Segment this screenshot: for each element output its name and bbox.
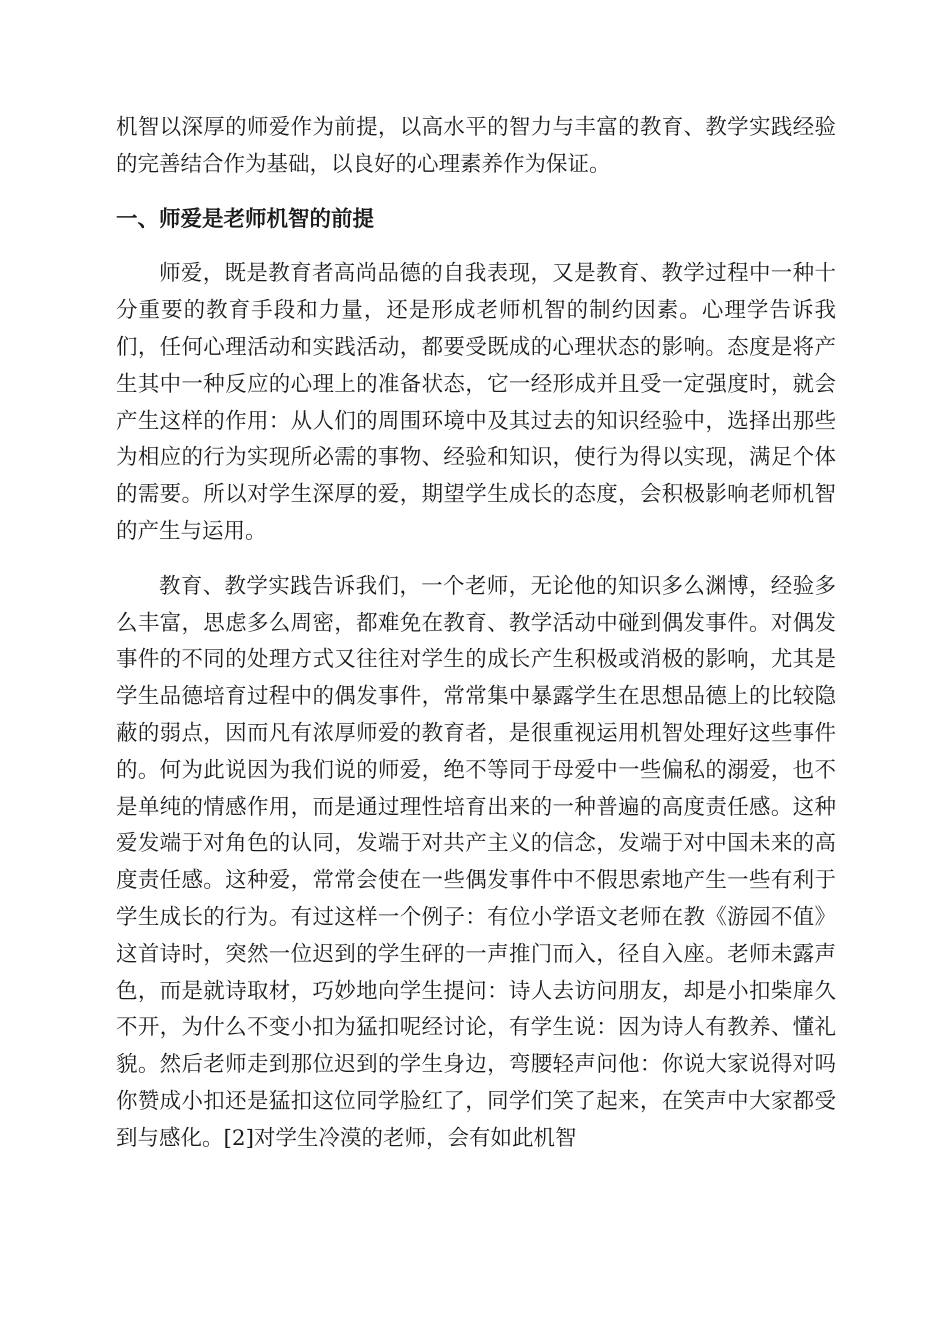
- document-page: [116, 110, 836, 1158]
- body-paragraph-2: 教育、教学实践告诉我们，一个老师，无论他的知识多么渊博，经验多么丰富，思虑多么周密，都难免在教育、教学活动中碰到偶发事件。对偶发事件的不同的处理方式又往往对学生的成长产生积极或消极的影响，尤其是学生品德培育过程中的偶发事件，常常集中暴露学生在思想品德上的比较隐蔽的弱点，因而凡有浓厚师爱的教育者，是很重视运用机智处理好这些事件的。何为此说因为我们说的师爱，绝不等同于母爱中一些偏私的溺爱，也不是单纯的情感作用，而是通过理性培育出来的一种普遍的高度责任感。这种爱发端于对角色的认同，发端于对共产主义的信念，发端于对中国未来的高度责任感。这种爱，常常会使在一些偶发事件中不假思索地产生一些有利于学生成长的行为。有过这样一个例子：有位小学语文老师在教《游园不值》这首诗时，突然一位迟到的学生砰的一声推门而入，径自入座。老师未露声色，而是就诗取材，巧妙地向学生提问：诗人去访问朋友，却是小扣柴扉久不开，为什么不变小扣为猛扣呢经讨论，有学生说：因为诗人有教养、懂礼貌。然后老师走到那位迟到的学生身边，弯腰轻声问他：你说大家说得对吗你赞成小扣还是猛扣这位同学脸红了，同学们笑了起来，在笑声中大家都受到与感化。[2]对学生冷漠的老师，会有如此机智: [116, 573, 836, 1151]
- section-heading: 一、师爱是老师机智的前提: [116, 206, 375, 232]
- body-paragraph-1: 师爱，既是教育者高尚品德的自我表现，又是教育、教学过程中一种十分重要的教育手段和力量，还是形成老师机智的制约因素。心理学告诉我们，任何心理活动和实践活动，都要受既成的心理状态的影响。态度是将产生其中一种反应的心理上的准备状态，它一经形成并且受一定强度时，就会产生这样的作用：从人们的周围环境中及其过去的知识经验中，选择出那些为相应的行为实现所必需的事物、经验和知识，使行为得以实现，满足个体的需要。所以对学生深厚的爱，期望学生成长的态度，会积极影响老师机智的产生与运用。: [116, 261, 836, 544]
- intro-paragraph: 机智以深厚的师爱作为前提，以高水平的智力与丰富的教育、教学实践经验的完善结合作为基础，以良好的心理素养作为保证。: [116, 115, 836, 177]
